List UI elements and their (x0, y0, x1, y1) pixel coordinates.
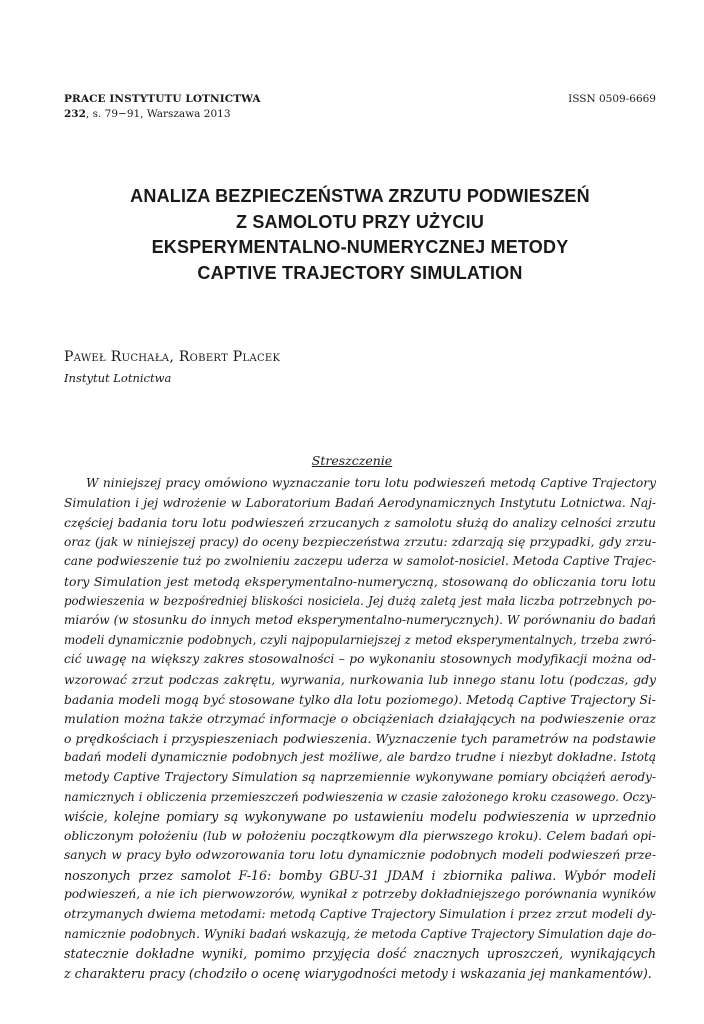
abstract-line: tory Simulation jest metodą eksperymentalno-numeryczną, stosowaną do obliczania toru lotu (64, 573, 656, 589)
abstract-line: cić uwagę na większy zakres stosowalności – po wykonaniu stosownych modyfikacji można od- (64, 652, 656, 667)
volume-number: 232 (64, 108, 86, 120)
abstract-line: metody Captive Trajectory Simulation są naprzemiennie wykonywane pomiary obciążeń aerody- (64, 769, 656, 784)
abstract-line: wzorować zrzut podczas zakrętu, wyrwania, nurkowania lub innego stanu lotu (podczas, gdy (64, 671, 656, 687)
abstract-line: sanych w pracy było odwzorowania toru lotu dynamicznie podobnych modeli podwieszeń prze- (64, 848, 656, 863)
abstract-line: modeli dynamicznie podobnych, czyli najpopularniejszej z metod eksperymentalnych, trzeba zwró- (64, 632, 656, 647)
title-line: EKSPERYMENTALNO-NUMERYCZNEJ METODY (151, 237, 569, 257)
abstract-line: otrzymanych dwiema metodami: metodą Captive Trajectory Simulation i przez zrzut modeli dy- (64, 907, 656, 922)
abstract-line: wiście, kolejne pomiary są wykonywane po ustawieniu modelu podwieszenia w uprzednio (64, 809, 656, 825)
abstract-line: częściej badania toru lotu podwieszeń zrzucanych z samolotu służą do analizy celności zrzutu (64, 515, 656, 531)
abstract-line: namicznie podobnych. Wyniki badań wskazują, że metoda Captive Trajectory Simulation daje do- (64, 926, 656, 941)
abstract-body (64, 474, 656, 983)
paper-authors: Paweł Ruchała, Robert Placek (64, 349, 281, 365)
journal-name: PRACE INSTYTUTU LOTNICTWA (64, 93, 261, 105)
abstract-heading: Streszczenie (311, 453, 393, 468)
abstract-line: statecznie dokładne wyniki, pomimo przyjęcia dość znacznych uproszczeń, wynikających (64, 946, 656, 962)
abstract-line: Simulation i jej wdrożenie w Laboratorium Badań Aerodynamicznych Instytutu Lotnictwa. Naj- (64, 495, 656, 510)
paper-title (64, 184, 656, 286)
pages-and-place: , s. 79−91, Warszawa 2013 (85, 108, 231, 120)
issn-number: ISSN 0509-6669 (568, 93, 656, 105)
abstract-line: badań modeli dynamicznie podobnych jest możliwe, ale bardzo trudne i niezbyt dokładne. Istotą (64, 750, 656, 765)
abstract-line: noszonych przez samolot F-16: bomby GBU-31 JDAM i zbiornika paliwa. Wybór modeli (64, 867, 656, 883)
title-line: CAPTIVE TRAJECTORY SIMULATION (197, 262, 523, 283)
abstract-line: obliczonym położeniu (lub w położeniu początkowym dla pierwszego kroku). Celem badań opi- (64, 828, 656, 843)
title-line: Z SAMOLOTU PRZY UŻYCIU (235, 211, 485, 232)
abstract-line: namicznych i obliczenia przemieszczeń podwieszenia w czasie założonego kroku czasowego. Oczy- (64, 789, 656, 804)
abstract-line: z charakteru pracy (chodziło o ocenę wiarygodności metody i wskazania jej mankamentów). (64, 965, 652, 981)
abstract-line: cane podwieszenie tuż po zwolnieniu zaczepu uderza w samolot-nosiciel. Metoda Captive Trajec- (64, 554, 656, 569)
abstract-line: miarów (w stosunku do innych metod eksperymentalno-numerycznych). W porównaniu do badań (64, 613, 656, 628)
abstract-line: podwieszeń, a nie ich pierwowzorów, wynikał z potrzeby dokładniejszego porównania wyników (64, 887, 656, 902)
author-affiliation: Instytut Lotnictwa (64, 371, 172, 385)
abstract-line: mulation można także otrzymać informacje o obciążeniach działających na podwieszenie oraz (64, 711, 656, 727)
title-line: ANALIZA BEZPIECZEŃSTWA ZRZUTU PODWIESZEŃ (130, 186, 590, 206)
abstract-line: o prędkościach i przyspieszeniach podwieszenia. Wyznaczenie tych parametrów na podstawie (64, 730, 656, 746)
abstract-line: podwieszenia w bezpośredniej bliskości nosiciela. Jej dużą zaletą jest mała liczba potrzebnych po- (64, 593, 656, 608)
citation-line (64, 107, 656, 122)
abstract-line: oraz (jak w niniejszej pracy) do oceny bezpieczeństwa zrzutu: zdarzają się przypadki, gdy zrzu- (64, 534, 656, 549)
abstract-line: W niniejszej pracy omówiono wyznaczanie toru lotu podwieszeń metodą Captive Trajectory (86, 476, 656, 490)
abstract-line: badania modeli mogą być stosowane tylko dla lotu poziomego). Metodą Captive Trajectory Si- (64, 691, 656, 707)
page-header (64, 92, 656, 122)
